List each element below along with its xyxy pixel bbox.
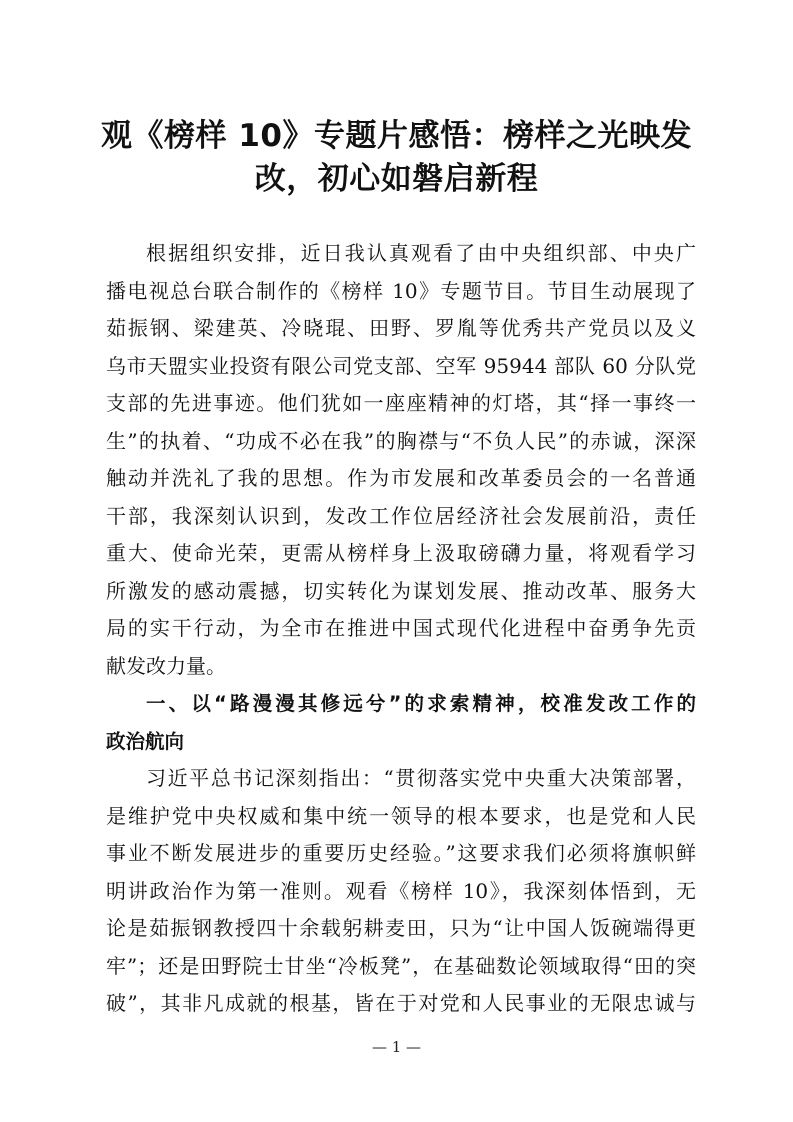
paragraph-line: 重大、使命光荣，更需从榜样身上汲取磅礴力量，将观看学习 bbox=[106, 541, 696, 565]
paragraph-line: 茹振钢、梁建英、冷晓琨、田野、罗胤等优秀共产党员以及义 bbox=[106, 316, 696, 340]
paragraph-line: 习近平总书记深刻指出：“贯彻落实党中央重大决策部署， bbox=[146, 766, 696, 790]
section-heading: 政治航向 bbox=[106, 729, 185, 753]
section-heading: 一、以“路漫漫其修远兮”的求索精神，校准发改工作的 bbox=[146, 692, 696, 715]
paragraph-line: 事业不断发展进步的重要历史经验。”这要求我们必须将旗帜鲜 bbox=[106, 841, 696, 865]
paragraph-line: 干部，我深刻认识到，发改工作位居经济社会发展前沿，责任 bbox=[106, 503, 696, 528]
paragraph-line: 牢”；还是田野院士甘坐“冷板凳”，在基础数论领域取得“田的突 bbox=[106, 953, 696, 978]
paragraph-line: 论是茹振钢教授四十余载躬耕麦田，只为“让中国人饭碗端得更 bbox=[106, 916, 696, 940]
title-line-1: 观《榜样 10》专题片感悟：榜样之光映发 bbox=[101, 118, 692, 154]
paragraph-line: 献发改力量。 bbox=[106, 653, 226, 678]
paragraph-line: 播电视总台联合制作的《榜样 10》专题节目。节目生动展现了 bbox=[106, 278, 696, 303]
paragraph-line: 根据组织安排，近日我认真观看了由中央组织部、中央广 bbox=[146, 241, 696, 265]
paragraph-line: 所激发的感动震撼，切实转化为谋划发展、推动改革、服务大 bbox=[106, 578, 696, 603]
body-text bbox=[106, 235, 696, 1023]
paragraph-line: 破”，其非凡成就的根基，皆在于对党和人民事业的无限忠诚与 bbox=[106, 991, 696, 1015]
paragraph-line: 支部的先进事迹。他们犹如一座座精神的灯塔，其“择一事终一 bbox=[106, 391, 696, 415]
title-line-2: 改，初心如磐启新程 bbox=[254, 161, 539, 197]
paragraph-line: 触动并洗礼了我的思想。作为市发展和改革委员会的一名普通 bbox=[106, 466, 696, 490]
paragraph-line: 明讲政治作为第一准则。观看《榜样 10》，我深刻体悟到，无 bbox=[106, 878, 696, 903]
paragraph-line: 是维护党中央权威和集中统一领导的根本要求，也是党和人民 bbox=[106, 803, 696, 828]
paragraph-line: 局的实干行动，为全市在推进中国式现代化进程中奋勇争先贡 bbox=[106, 616, 696, 640]
paragraph-line: 乌市天盟实业投资有限公司党支部、空军 95944 部队 60 分队党 bbox=[106, 353, 696, 378]
page-number: — 1 — bbox=[371, 1038, 422, 1056]
paragraph-line: 生”的执着、“功成不必在我”的胸襟与“不负人民”的赤诚，深深 bbox=[106, 428, 696, 453]
